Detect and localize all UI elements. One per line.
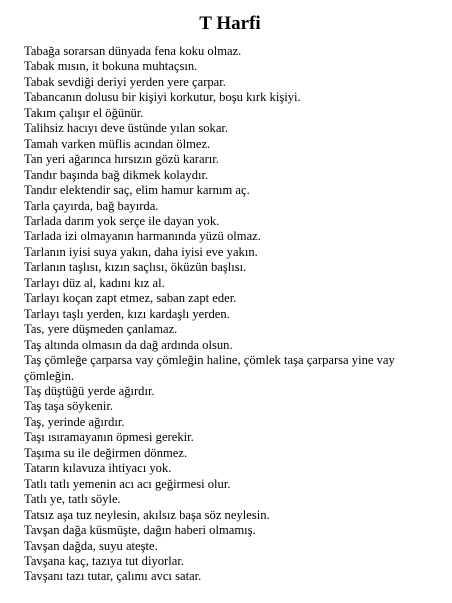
proverb-line: Tandır başında bağ dikmek kolaydır. bbox=[24, 167, 209, 182]
proverb-line: Tatsız aşa tuz neylesin, akılsız başa söz neylesin. bbox=[24, 507, 270, 522]
proverb-line: Tavşanı tazı tutar, çalımı avcı satar. bbox=[24, 569, 202, 584]
proverb-line: Tatlı ye, tatlı söyle. bbox=[24, 492, 121, 507]
proverb-line: Taş, yerinde ağırdır. bbox=[24, 414, 125, 429]
proverb-line: Taşı ısıramayanın öpmesi gerekir. bbox=[24, 430, 194, 445]
proverb-line: Tabancanın dolusu bir kişiyi korkutur, boşu kırk kişiyi. bbox=[24, 90, 301, 105]
proverb-line: Tabak sevdiği deriyi yerden yere çarpar. bbox=[24, 74, 226, 89]
proverb-line: Taş altında olmasın da dağ ardında olsun. bbox=[24, 337, 233, 352]
proverb-line: Tatlı tatlı yemenin acı acı geğirmesi olur. bbox=[24, 476, 231, 491]
proverb-line: Tamah varken müflis acından ölmez. bbox=[24, 136, 211, 151]
page-title: T Harfi bbox=[199, 13, 261, 34]
proverb-line: Taşıma su ile değirmen dönmez. bbox=[24, 445, 188, 460]
proverb-line: Tandır elektendir saç, elim hamur karnım aç. bbox=[24, 183, 250, 198]
proverb-line: Tarlayı koçan zapt etmez, saban zapt eder. bbox=[24, 291, 237, 306]
proverb-line: Tabağa sorarsan dünyada fena koku olmaz. bbox=[24, 44, 242, 58]
proverb-line: Tarla çayırda, bağ bayırda. bbox=[24, 198, 159, 213]
proverb-line: Talihsiz hacıyı deve üstünde yılan sokar. bbox=[24, 121, 229, 136]
proverb-line: Tavşan dağda, suyu ateşte. bbox=[24, 538, 158, 553]
proverb-list bbox=[24, 44, 424, 585]
proverb-line: Takım çalışır el öğünür. bbox=[24, 105, 144, 120]
proverb-line: Taş düştüğü yerde ağırdır. bbox=[24, 383, 155, 398]
proverb-line: Tarlada darım yok serçe ile dayan yok. bbox=[24, 213, 220, 228]
proverb-line: Tatarın kılavuza ihtiyacı yok. bbox=[24, 461, 172, 476]
proverb-line: Taş çömleğe çarparsa vay çömleğin haline, çömlek taşa çarparsa yine vay çömleğin. bbox=[24, 353, 395, 383]
proverb-line: Tarlanın taşlısı, kızın saçlısı, öküzün başlısı. bbox=[24, 260, 247, 275]
proverb-line: Tarlayı taşlı yerden, kızı kardaşlı yerden. bbox=[24, 306, 230, 321]
proverb-line: Taş taşa söykenir. bbox=[24, 399, 114, 414]
proverb-line: Tarlayı düz al, kadını kız al. bbox=[24, 275, 165, 290]
proverb-line: Tabak mısın, it bokuna muhtaçsın. bbox=[24, 59, 198, 74]
proverb-line: Tarlada izi olmayanın harmanında yüzü olmaz. bbox=[24, 229, 261, 244]
proverb-line: Tavşana kaç, tazıya tut diyorlar. bbox=[24, 553, 184, 568]
proverb-line: Tan yeri ağarınca hırsızın gözü kararır. bbox=[24, 152, 219, 167]
proverb-line: Tas, yere düşmeden çanlamaz. bbox=[24, 322, 178, 337]
proverb-line: Tarlanın iyisi suya yakın, daha iyisi eve yakın. bbox=[24, 244, 258, 259]
proverb-line: Tavşan dağa küsmüşte, dağın haberi olmamış. bbox=[24, 523, 256, 538]
